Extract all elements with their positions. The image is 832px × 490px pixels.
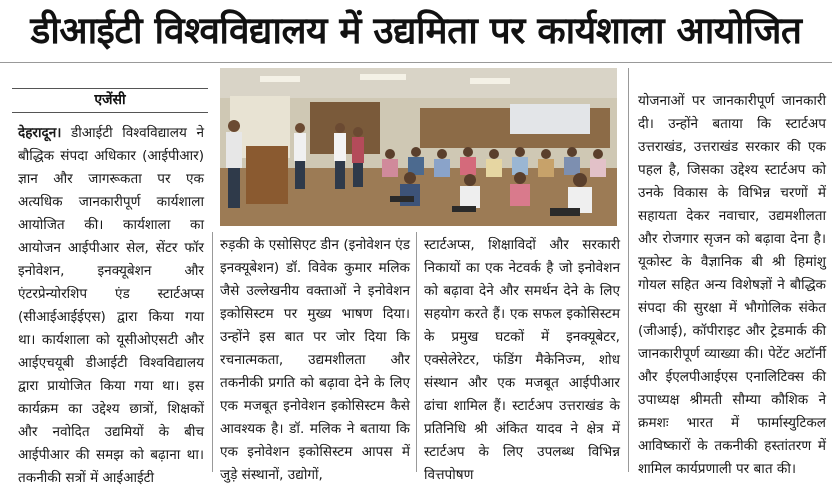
column-1-text: डीआईटी विश्वविद्यालय ने बौद्धिक संपदा अधिकार (आईपीआर) ज्ञान और जागरूकता पर एक अत्यधिक जानकारीपूर्ण कार्यशाला आयोजित की। कार्यशाला का आयोजन आईपीआर सेल, सेंटर फॉर इनोवेशन, इनक्यूबेशन और एंटरप्रेन्योरशिप एंड स्टार्टअप्स (सीआईआईईएस) द्वारा किया गया था। कार्यशाला को यूसीओएसटी और आईएचयूबी डीआईटी विश्वविद्यालय द्वारा प्रायोजित किया गया था। इस कार्यक्रम का उद्देश्य छात्रों, शिक्षकों और नवोदित उद्यमियों के बीच आईपीआर की समझ को बढ़ाना था। तकनीकी सत्रों में आईआईटी xyxy=(18,125,204,486)
column-3-text: स्टार्टअप्स, शिक्षाविदों और सरकारी निकायों का एक नेटवर्क है जो इनोवेशन को बढ़ावा देने और समर्थन देने के लिए सहयोग करते हैं। एक सफल इकोसिस्टम के प्रमुख घटकों में इनक्यूबेटर, एक्सेलेरेटर, फंडिंग मैकेनिज्म, शोध संस्थान और एक मजबूत आईपीआर ढांचा शामिल हैं। स्टार्टअप उत्तराखंड के प्रतिनिधि श्री अंकित यादव ने क्षेत्र में स्टार्टअप के लिए उपलब्ध विभिन्न वित्तपोषण xyxy=(424,237,620,483)
column-divider xyxy=(628,68,629,472)
article-column-4 xyxy=(638,90,826,481)
column-4-text: योजनाओं पर जानकारीपूर्ण जानकारी दी। उन्होंने बताया कि स्टार्टअप उत्तराखंड, उत्तराखंड सरकार की एक पहल है, जिसका उद्देश्य स्टार्टअप को उनके विकास के विभिन्न चरणों में सहायता देकर नवाचार, उद्यमशीलता और रोजगार सृजन को बढ़ावा देना है। यूकोस्ट के वैज्ञानिक बी श्री हिमांशु गोयल सहित अन्य विशेषज्ञों ने बौद्धिक संपदा की सुरक्षा में भौगोलिक संकेत (जीआई), कॉपीराइट और ट्रेडमार्क की जानकारीपूर्ण व्याख्या की। पेटेंट अटॉर्नी और ईएलपीआईएस एनालिटिक्स की उपाध्यक्ष श्रीमती सौम्या कौशिक ने क्रमशः भारत में फार्मास्युटिकल आविष्कारों के तकनीकी हस्तांतरण में शामिल कार्यप्रणाली पर बात की। xyxy=(638,93,826,477)
article-column-3 xyxy=(424,234,620,487)
column-2-text: रुड़की के एसोसिएट डीन (इनोवेशन एंड इनक्यूबेशन) डॉ. विवेक कुमार मलिक जैसे उल्लेखनीय वक्ताओं ने इनोवेशन इकोसिस्टम पर मुख्य भाषण दिया। उन्होंने इस बात पर जोर दिया कि रचनात्मकता, उद्यमशीलता और तकनीकी प्रगति को बढ़ावा देने के लिए एक मजबूत इनोवेशन इकोसिस्टम कैसे आवश्यक है। डॉ. मलिक ने बताया कि एक इनोवेशन इकोसिस्टम आपस में जुड़े संस्थानों, उद्योगों, xyxy=(220,237,410,483)
column-divider xyxy=(212,232,213,472)
headline: डीआईटी विश्वविद्यालय में उद्यमिता पर कार्यशाला आयोजित xyxy=(30,9,802,52)
workshop-photo-illustration xyxy=(220,68,617,226)
agency-rule-bottom xyxy=(12,112,208,113)
top-rule xyxy=(0,62,832,63)
dateline: देहरादून। xyxy=(18,125,62,141)
event-photo xyxy=(220,68,617,226)
article-column-1 xyxy=(18,122,204,490)
column-divider xyxy=(416,232,417,472)
article-column-2 xyxy=(220,234,410,487)
agency-label: एजेंसी xyxy=(94,92,126,108)
